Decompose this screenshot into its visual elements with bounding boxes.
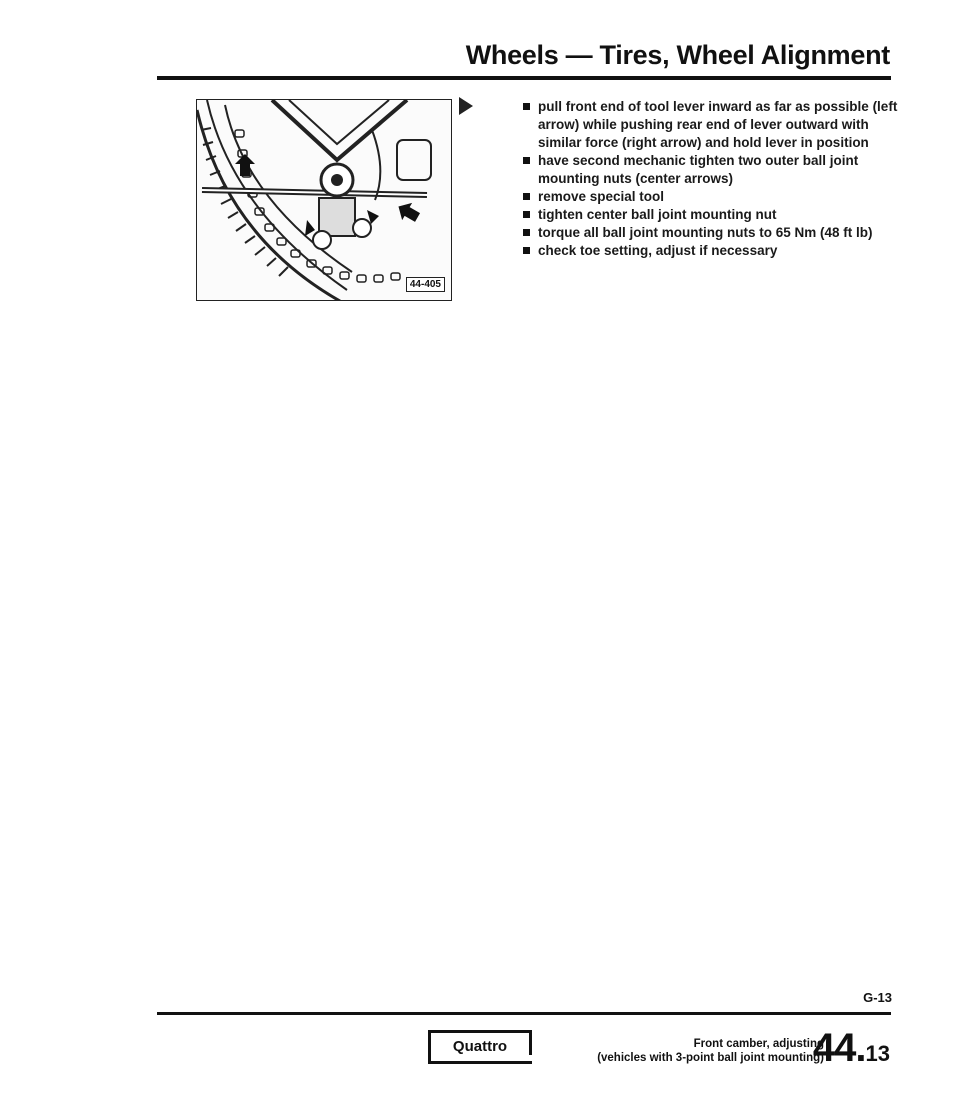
step-emphasis: (right arrow) [622,135,702,150]
page-code: G-13 [863,990,892,1005]
figure-label: 44-405 [406,277,445,292]
section-number [813,1026,890,1071]
page-header-title: Wheels — Tires, Wheel Alignment [465,40,890,70]
step-text: have second mechanic tighten two outer ball joint mounting nuts [538,153,859,186]
square-bullet-icon [523,247,530,254]
section-sub: 13 [865,1041,890,1066]
caption-line-2: (vehicles with 3-point ball joint mounting) [597,1052,824,1064]
control-arm [272,100,407,160]
procedure-steps [522,98,902,260]
footer-rule [157,1012,891,1015]
list-item [522,242,902,260]
list-item [522,152,902,188]
square-bullet-icon [523,157,530,164]
strut [397,140,431,180]
center-arrow-icon [305,220,315,236]
step-text: while pushing rear end of lever outward with similar force [538,117,869,150]
section-main: 44 [812,1026,856,1070]
right-triangle-pointer-icon [459,97,473,115]
list-item [522,206,902,224]
rim-holes [235,130,400,282]
right-arrow-icon [393,198,422,226]
list-item [522,224,902,242]
step-text: remove special tool [538,189,665,204]
mounting-nut-right [353,219,371,237]
square-bullet-icon [523,103,530,110]
figure-suspension [196,99,452,301]
wheel-suspension-illustration [197,100,451,300]
footer-caption [597,1037,824,1065]
header-rule [157,76,891,80]
ball-joint-center [331,174,343,186]
caption-line-1: Front camber, adjusting [693,1038,824,1050]
step-emphasis: (left arrow) [538,99,898,132]
list-item [522,98,902,152]
step-text: and hold lever in position [701,135,869,150]
step-text: check toe setting, adjust if necessary [538,243,778,258]
step-text: pull front end of tool lever inward as far as possible [538,99,873,114]
step-text: torque all ball joint mounting nuts to 65 Nm (48 ft lb) [538,225,873,240]
list-item [522,188,902,206]
mounting-nut-left [313,231,331,249]
square-bullet-icon [523,211,530,218]
square-bullet-icon [523,193,530,200]
square-bullet-icon [523,229,530,236]
section-dot: . [855,1026,866,1070]
model-label: Quattro [452,1038,508,1055]
step-emphasis: (center arrows) [635,171,734,186]
model-box [428,1030,532,1064]
step-text: tighten center ball joint mounting nut [538,207,777,222]
brake-line [372,130,380,200]
